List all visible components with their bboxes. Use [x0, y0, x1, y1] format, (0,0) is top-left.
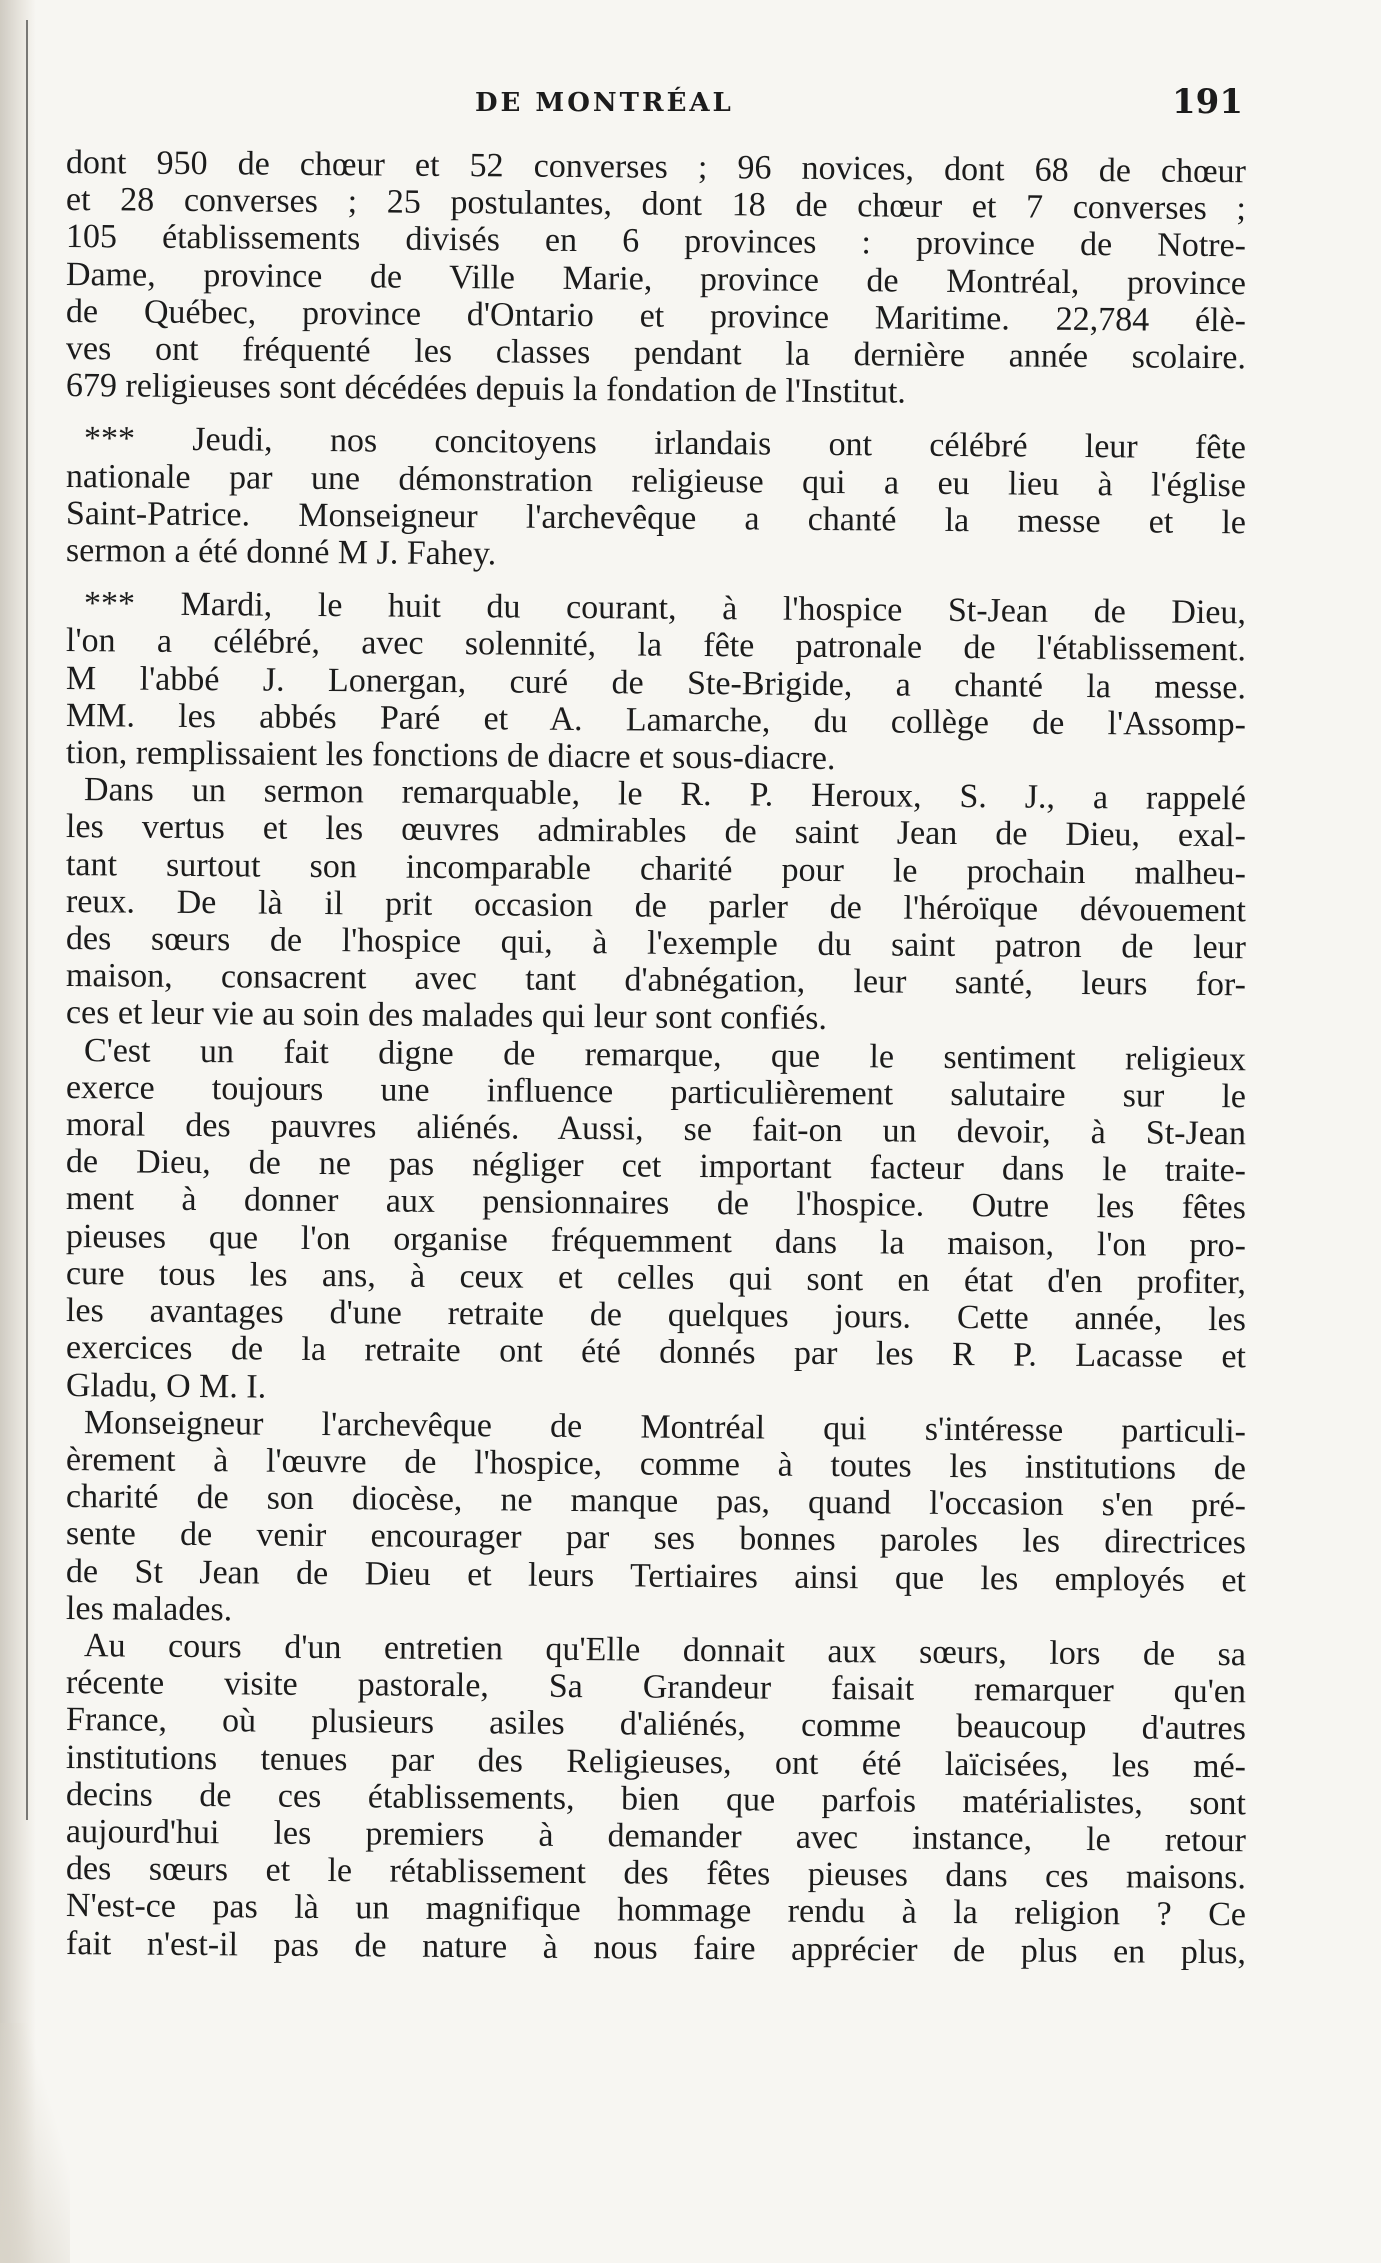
text-line: moral des pauvres aliénés. Aussi, se fait-on un devoir, à St-Jean [65, 1106, 1247, 1153]
text-line: institutions tenues par des Religieuses, ont été laïcisées, les mé- [65, 1738, 1247, 1785]
text-line: de Dieu, de ne pas négliger cet important facteur dans le traite- [65, 1143, 1247, 1190]
text-line: aujourd'hui les premiers à demander avec instance, le retour [65, 1812, 1247, 1860]
binding-rule [26, 20, 28, 1820]
text-line: exercices de la retraite ont été donnés par les R P. Lacasse et [65, 1329, 1247, 1376]
text-line: ment à donner aux pensionnaires de l'hospice. Outre les fêtes [65, 1180, 1247, 1227]
text-line: 105 établissements divisés en 6 provinces : province de Notre- [65, 218, 1247, 265]
text-line: MM. les abbés Paré et A. Lamarche, du collège de l'Assomp- [65, 696, 1247, 744]
text-line: Gladu, O M. I. [65, 1366, 267, 1406]
text-line: M l'abbé J. Lonergan, curé de Ste-Brigide, a chanté la messe. [65, 659, 1247, 706]
text-line: des sœurs et le rétablissement des fêtes pieuses dans ces maisons. [65, 1850, 1247, 1897]
text-line: les avantages d'une retraite de quelques jours. Cette année, les [65, 1292, 1247, 1339]
text-line: decins de ces établissements, bien que parfois matérialistes, sont [65, 1775, 1247, 1823]
text-line: *** Jeudi, nos concitoyens irlandais ont célébré leur fête [83, 420, 1247, 467]
text-line: France, où plusieurs asiles d'aliénés, comme beaucoup d'autres [65, 1701, 1247, 1748]
text-line: dont 950 de chœur et 52 converses ; 96 novices, dont 68 de chœur [65, 144, 1247, 191]
text-line: exerce toujours une influence particulièrement salutaire sur le [65, 1068, 1247, 1116]
text-line: récente visite pastorale, Sa Grandeur faisait remarquer qu'en [65, 1664, 1247, 1711]
text-line: de Québec, province d'Ontario et province Maritime. 22,784 élè- [65, 292, 1247, 340]
text-line: sermon a été donné M J. Fahey. [65, 532, 497, 573]
text-line: les malades. [65, 1589, 233, 1629]
text-line: Au cours d'un entretien qu'Elle donnait aux sœurs, lors de sa [83, 1627, 1247, 1674]
text-line: fait n'est-il pas de nature à nous faire apprécier de plus en plus, [65, 1924, 1247, 1971]
text-line: èrement à l'œuvre de l'hospice, comme à toutes les institutions de [65, 1440, 1247, 1488]
text-line: ces et leur vie au soin des malades qui leur sont confiés. [65, 994, 828, 1038]
text-line: tion, remplissaient les fonctions de diacre et sous-diacre. [65, 734, 836, 778]
text-line: Monseigneur l'archevêque de Montréal qui s'intéresse particuli- [83, 1403, 1247, 1450]
text-line: 679 religieuses sont décédées depuis la fondation de l'Institut. [65, 367, 906, 411]
text-line: Dans un sermon remarquable, le R. P. Heroux, S. J., a rappelé [83, 771, 1247, 818]
text-line: cure tous les ans, à ceux et celles qui sont en état d'en profiter, [65, 1254, 1247, 1302]
text-line: pieuses que l'on organise fréquemment dans la maison, l'on pro- [65, 1217, 1247, 1264]
text-line: *** Mardi, le huit du courant, à l'hospice St-Jean de Dieu, [83, 585, 1247, 632]
page-fold-shadow [0, 2023, 70, 2263]
text-line: C'est un fait digne de remarque, que le sentiment religieux [83, 1031, 1247, 1078]
text-line: les vertus et les œuvres admirables de saint Jean de Dieu, exal- [65, 808, 1247, 855]
text-line: des sœurs de l'hospice qui, à l'exemple du saint patron de leur [65, 920, 1247, 967]
text-line: de St Jean de Dieu et leurs Tertiaires ainsi que les employés et [65, 1552, 1247, 1599]
text-line: reux. De là il prit occasion de parler de l'héroïque dévouement [65, 882, 1247, 930]
text-line: sente de venir encourager par ses bonnes paroles les directrices [65, 1515, 1247, 1562]
text-line: Saint-Patrice. Monseigneur l'archevêque a chanté la messe et le [65, 494, 1247, 542]
text-line: tant surtout son incomparable charité pour le prochain malheu- [65, 845, 1247, 892]
text-line: charité de son diocèse, ne manque pas, quand l'occasion s'en pré- [65, 1478, 1247, 1525]
text-line: l'on a célébré, avec solennité, la fête patronale de l'établissement. [65, 622, 1247, 669]
body-text [65, 144, 1247, 1971]
text-line: ves ont fréquenté les classes pendant la dernière année scolaire. [65, 330, 1247, 377]
text-line: Dame, province de Ville Marie, province de Montréal, province [65, 255, 1247, 302]
text-line: maison, consacrent avec tant d'abnégation, leur santé, leurs for- [65, 957, 1247, 1004]
binding-shadow [0, 0, 36, 2263]
page-number: 191 [1172, 82, 1243, 122]
text-line: et 28 converses ; 25 postulantes, dont 18 de chœur et 7 converses ; [65, 181, 1247, 228]
text-line: N'est-ce pas là un magnifique hommage rendu à la religion ? Ce [65, 1887, 1247, 1934]
running-head: DE MONTRÉAL [475, 88, 734, 118]
text-line: nationale par une démonstration religieuse qui a eu lieu à l'église [65, 457, 1247, 504]
